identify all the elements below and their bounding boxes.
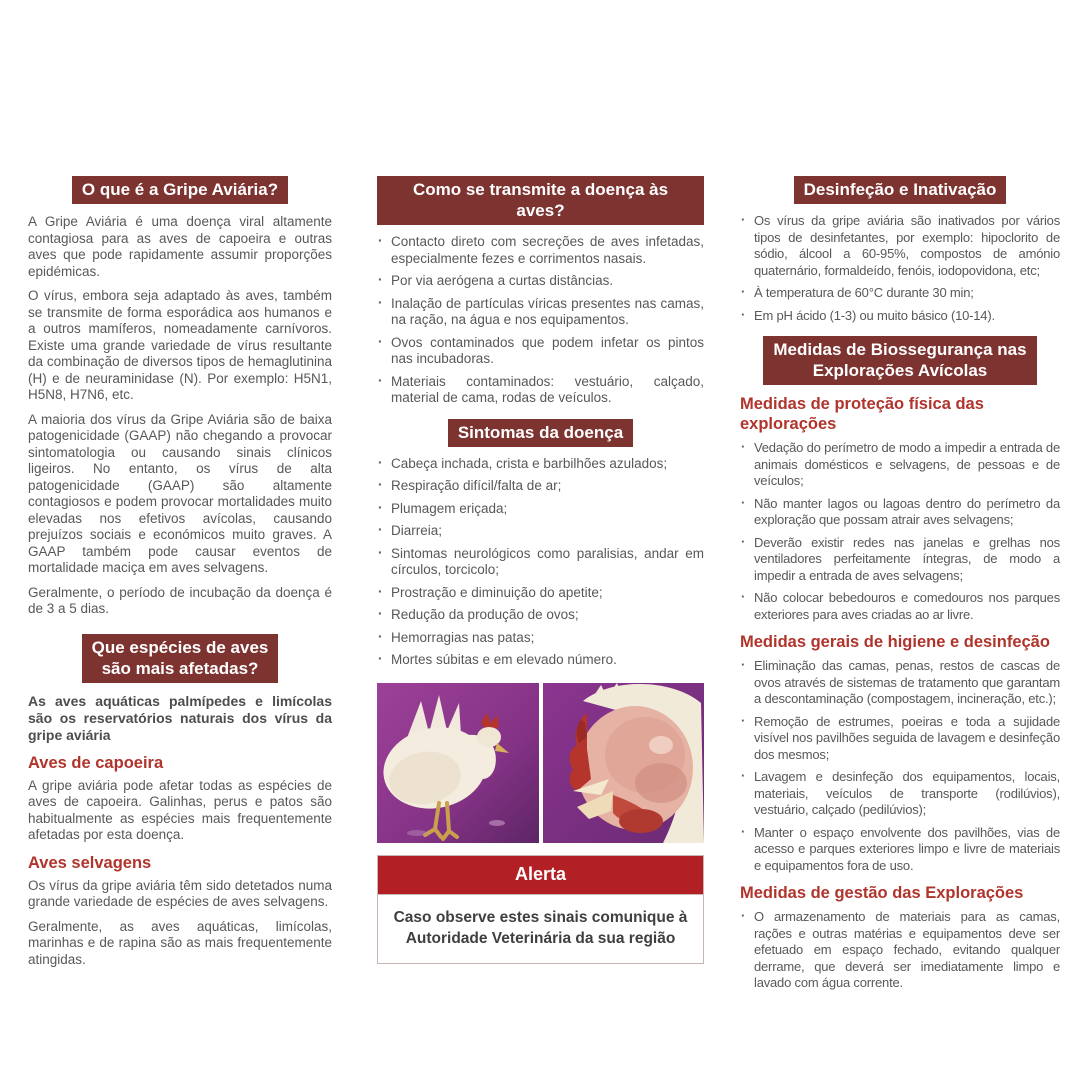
- subsection-title-aves-selvagens: Aves selvagens: [28, 853, 152, 872]
- bullet-item: · Materiais contaminados: vestuário, calçado, material de cama, rodas de veículos.: [377, 374, 704, 407]
- alert-body-line: Autoridade Veterinária da sua região: [405, 929, 676, 947]
- bullet-item: · Plumagem eriçada;: [377, 501, 704, 518]
- bullet-item: · Mortes súbitas e em elevado número.: [377, 652, 704, 669]
- section-heading-transmission: Como se transmite a doença às aves?: [377, 176, 704, 225]
- paragraph: O vírus, embora seja adaptado às aves, também se transmite de forma esporádica aos humanos e a outros mamíferos, nomeadamente carnívoros. Existe uma grande variedade de vírus resultante da combinação de diversos tipos de hemaglutinina (H) e de neuraminidase (N). Por exemplo: H5N1, H5N8, H7N6, etc.: [28, 288, 332, 402]
- alert-body: [378, 894, 703, 963]
- alert-title: Alerta: [378, 856, 703, 894]
- paragraph: A gripe aviária pode afetar todas as espécies de aves de capoeira. Galinhas, perus e patos são habitualmente as espécies mais frequentemente afetadas por esta doença.: [28, 777, 332, 842]
- bullet-item: · Não colocar bebedouros e comedouros nos parques exteriores para aves criadas ao ar livre.: [740, 590, 1060, 623]
- bullet-item: · Diarreia;: [377, 523, 704, 540]
- column-left: [28, 176, 332, 968]
- bullet-item: · Os vírus da gripe aviária são inativados por vários tipos de desinfetantes, por exemplo: hipoclorito de sódio, álcool a 60-95%, compostos de amónio quaternário, formaldeído, fenóis, iodopovidona, etc;: [740, 213, 1060, 279]
- bullet-item: · Remoção de estrumes, poeiras e toda a sujidade visível nos pavilhões seguida de lavagem e desinfeção dos mesmos;: [740, 714, 1060, 764]
- bullet-item: · Vedação do perímetro de modo a impedir a entrada de animais domésticos e selvagens, de pessoas e de veículos;: [740, 440, 1060, 490]
- disinfection-bullet-list: [740, 213, 1060, 324]
- bullet-item: · Manter o espaço envolvente dos pavilhões, vias de acesso e parques exteriores limpo e livre de materiais e equipamentos fora de uso.: [740, 825, 1060, 875]
- bullet-item: · Eliminação das camas, penas, restos de cascas de ovos através de sistemas de tratamento que garantam a descontaminação (compostagem, incineração, etc.);: [740, 658, 1060, 708]
- intro-bold-text: As aves aquáticas palmípedes e limícolas são os reservatórios naturais dos vírus da gripe aviária: [28, 692, 332, 743]
- section-heading-wrap: [377, 176, 704, 225]
- bullet-item: · Hemorragias nas patas;: [377, 630, 704, 647]
- chicken-photo-left: [377, 683, 539, 843]
- section-heading-wrap: [28, 634, 332, 683]
- bullet-item: · Redução da produção de ovos;: [377, 607, 704, 624]
- alert-box: [377, 855, 704, 964]
- subsection-title-protecao-fisica: Medidas de proteção física das explorações: [740, 395, 984, 433]
- paragraph: A Gripe Aviária é uma doença viral altamente contagiosa para as aves de capoeira e outras aves que pode rapidamente assumir proporções epidémicas.: [28, 214, 332, 279]
- bullet-item: · Não manter lagos ou lagoas dentro do perímetro da exploração que possam atrair aves selvagens;: [740, 496, 1060, 529]
- gestao-bullet-list: [740, 909, 1060, 992]
- bullet-item: · Deverão existir redes nas janelas e grelhas nos ventiladores perfeitamente íntegras, de modo a impedir a entrada de aves selvagens;: [740, 535, 1060, 585]
- section-heading-species: [82, 634, 279, 683]
- bullet-item: · Contacto direto com secreções de aves infetadas, especialmente fezes e corrimentos nasais.: [377, 234, 704, 267]
- paragraph: Os vírus da gripe aviária têm sido detetados numa grande variedade de espécies de aves selvagens.: [28, 877, 332, 909]
- section-heading-wrap: [740, 336, 1060, 385]
- bullet-item: · Respiração difícil/falta de ar;: [377, 478, 704, 495]
- bullet-item: · Ovos contaminados que podem infetar os pintos nas incubadoras.: [377, 335, 704, 368]
- bullet-item: · À temperatura de 60°C durante 30 min;: [740, 285, 1060, 302]
- paragraph: A maioria dos vírus da Gripe Aviária são de baixa patogenicidade (GAAP) não chegando a provocar sintomatologia ou causando sinais clínicos ligeiros. No entanto, os vírus de alta patogenicidade (GAAP) são altamente contagiosos e podem provocar mortalidades muito elevadas nos efetivos avícolas, causando prejuízos sociais e económicos muito graves. A GAAP também pode causar eventos de mortalidade maciça em aves selvagens.: [28, 411, 332, 575]
- subsection-title-gestao: Medidas de gestão das Explorações: [740, 884, 1024, 902]
- section-heading-biosecurity: [763, 336, 1036, 385]
- sick-chickens-photo: [377, 683, 704, 843]
- chicken-photo-right: [543, 683, 704, 843]
- heading-line: Que espécies de aves: [91, 637, 269, 657]
- section-heading-disinfection: Desinfeção e Inativação: [794, 176, 1007, 204]
- transmission-bullet-list: [377, 234, 704, 407]
- protecao-fisica-bullet-list: [740, 440, 1060, 623]
- paragraph: Geralmente, o período de incubação da doença é de 3 a 5 dias.: [28, 584, 332, 616]
- symptoms-bullet-list: [377, 456, 704, 669]
- heading-line: Medidas de Biossegurança nas: [773, 340, 1027, 359]
- subsection-title-aves-capoeira: Aves de capoeira: [28, 753, 164, 772]
- heading-line: são mais afetadas?: [101, 658, 259, 678]
- column-right: [740, 176, 1060, 998]
- bullet-item: · Lavagem e desinfeção dos equipamentos, locais, materiais, veículos de transporte (rodilúvios), vestuário, calçado (pedilúvios);: [740, 769, 1060, 819]
- section-heading-symptoms: Sintomas da doença: [448, 419, 633, 447]
- alert-body-line: Caso observe estes sinais comunique à: [393, 908, 688, 926]
- bullet-item: · Sintomas neurológicos como paralisias, andar em círculos, torcicolo;: [377, 546, 704, 579]
- section-heading-what-is: O que é a Gripe Aviária?: [72, 176, 288, 204]
- bullet-item: · Em pH ácido (1-3) ou muito básico (10-14).: [740, 308, 1060, 325]
- bullet-item: · Inalação de partículas víricas presentes nas camas, na ração, na água e nos equipamentos.: [377, 296, 704, 329]
- column-middle: [377, 176, 704, 964]
- higiene-bullet-list: [740, 658, 1060, 874]
- paragraph: Geralmente, as aves aquáticas, limícolas, marinhas e de rapina são as mais frequentemente atingidas.: [28, 918, 332, 967]
- heading-line: Explorações Avícolas: [812, 361, 988, 380]
- bullet-item: · O armazenamento de materiais para as camas, rações e outras matérias e equipamentos deve ser efetuado em espaço fechado, evitando qualquer derrame, que deverá ser imediatamente limpo e lavado com água corrente.: [740, 909, 1060, 992]
- subsection-title-higiene: Medidas gerais de higiene e desinfeção: [740, 633, 1050, 651]
- section-heading-wrap: [377, 419, 704, 447]
- section-heading-wrap: [28, 176, 332, 204]
- bullet-item: · Prostração e diminuição do apetite;: [377, 585, 704, 602]
- section-heading-wrap: [740, 176, 1060, 204]
- bullet-item: · Por via aerógena a curtas distâncias.: [377, 273, 704, 290]
- bullet-item: · Cabeça inchada, crista e barbilhões azulados;: [377, 456, 704, 473]
